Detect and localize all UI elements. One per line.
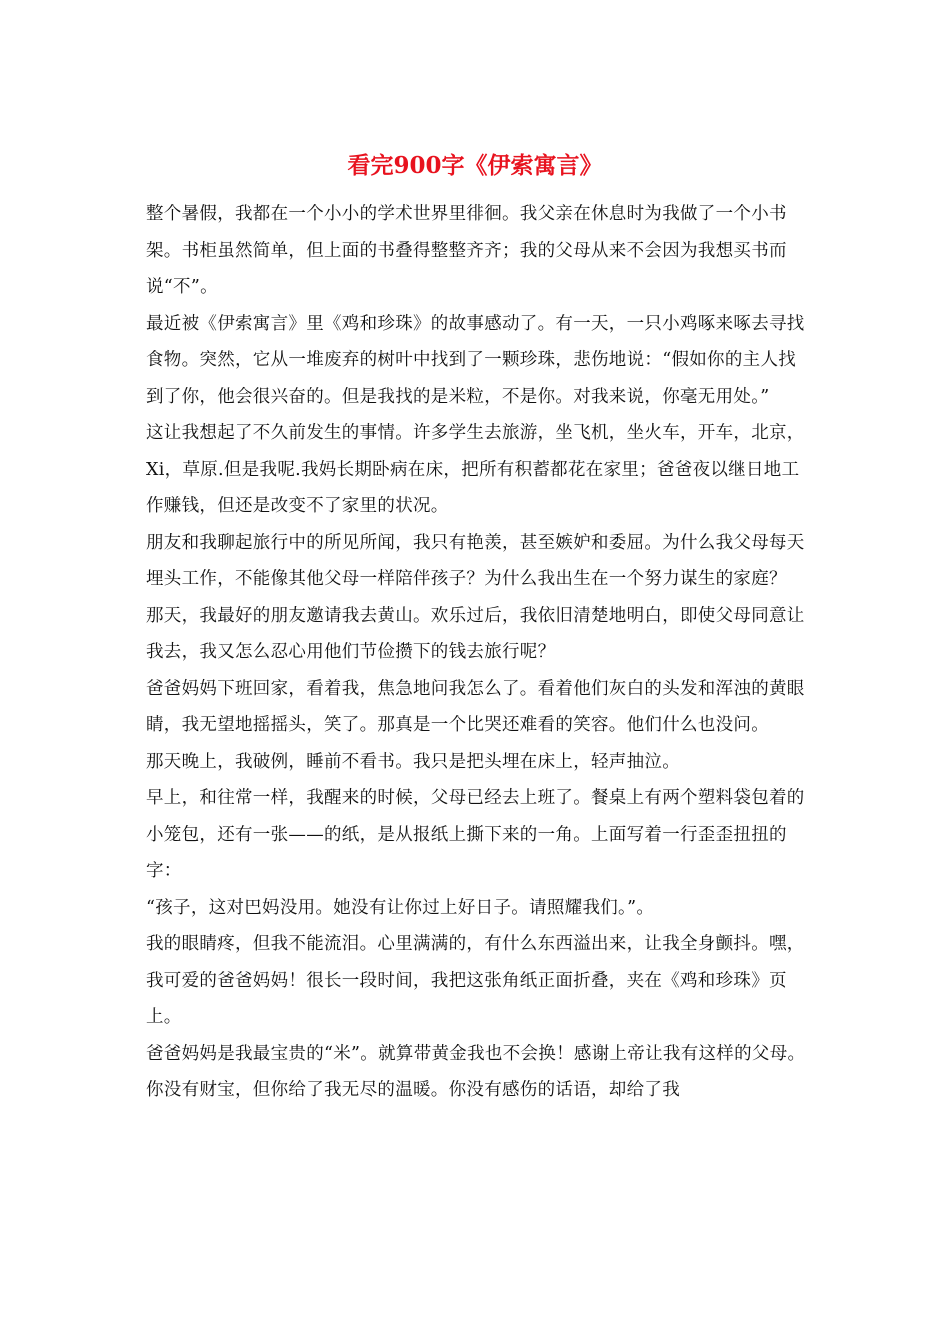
paragraph: 我的眼睛疼，但我不能流泪。心里满满的，有什么东西溢出来，让我全身颤抖。嘿，我可爱的爸爸妈妈！很长一段时间，我把这张角纸正面折叠，夹在《鸡和珍珠》页上。: [146, 934, 805, 1027]
paragraph: 那天晚上，我破例，睡前不看书。我只是把头埋在床上，轻声抽泣。: [146, 751, 680, 772]
paragraph: 最近被《伊索寓言》里《鸡和珍珠》的故事感动了。有一天，一只小鸡啄来啄去寻找食物。突然，它从一堆废弃的树叶中找到了一颗珍珠，悲伤地说：“假如你的主人找到了你，他会很兴奋的。但是我找的是米粒，不是你。对我来说，你毫无用处。”: [146, 313, 805, 407]
document-body: [146, 196, 812, 1109]
paragraph: 爸爸妈妈是我最宝贵的“米”。就算带黄金我也不会换！感谢上帝让我有这样的父母。你没有财宝，但你给了我无尽的温暖。你没有感伤的话语，却给了我: [146, 1043, 806, 1100]
paragraph: 朋友和我聊起旅行中的所见所闻，我只有艳羡，甚至嫉妒和委屈。为什么我父母每天埋头工作，不能像其他父母一样陪伴孩子？为什么我出生在一个努力谋生的家庭？: [146, 532, 805, 589]
document-title: 看完900字《伊索寓言》: [347, 152, 603, 179]
paragraph: 那天，我最好的朋友邀请我去黄山。欢乐过后，我依旧清楚地明白，即使父母同意让我去，我又怎么忍心用他们节俭攒下的钱去旅行呢？: [146, 605, 805, 662]
paragraph: 爸爸妈妈下班回家，看着我，焦急地问我怎么了。看着他们灰白的头发和浑浊的黄眼睛，我无望地摇摇头，笑了。那真是一个比哭还难看的笑容。他们什么也没问。: [146, 678, 805, 735]
paragraph: 整个暑假，我都在一个小小的学术世界里徘徊。我父亲在休息时为我做了一个小书架。书柜虽然简单，但上面的书叠得整整齐齐；我的父母从来不会因为我想买书而说“不”。: [146, 204, 787, 297]
paragraph: 这让我想起了不久前发生的事情。许多学生去旅游，坐飞机，坐火车，开车，北京，Xi，草原.但是我呢.我妈长期卧病在床，把所有积蓄都花在家里；爸爸夜以继日地工作赚钱，但还是改变不了家里的状况。: [146, 423, 805, 516]
paragraph: “孩子，这对巴妈没用。她没有让你过上好日子。请照耀我们。”。: [146, 897, 655, 918]
paragraph: 早上，和往常一样，我醒来的时候，父母已经去上班了。餐桌上有两个塑料袋包着的小笼包，还有一张——的纸，是从报纸上撕下来的一角。上面写着一行歪歪扭扭的字：: [146, 788, 805, 881]
